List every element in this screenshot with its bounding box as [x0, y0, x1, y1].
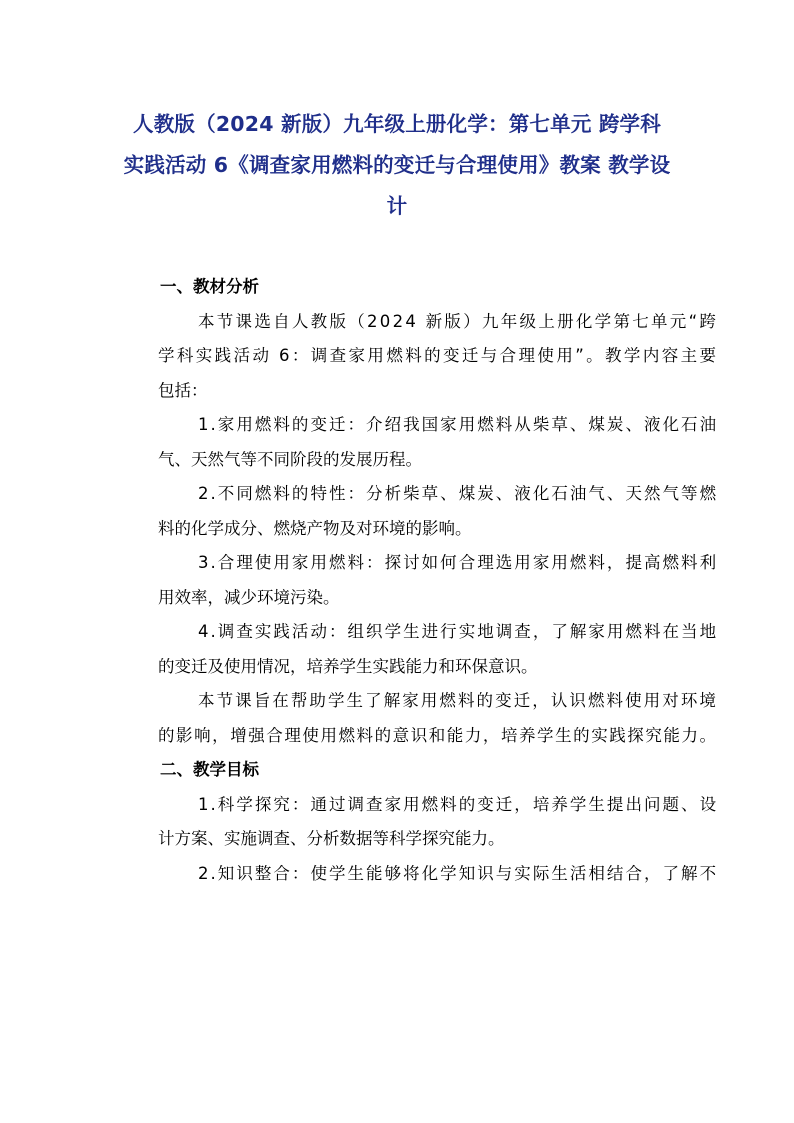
text-line: 3.合理使用家用燃料：探讨如何合理选用家用燃料，提高燃料利 — [198, 553, 719, 572]
text-line: 用效率，减少环境污染。 — [158, 587, 340, 607]
text-line: 气、天然气等不同阶段的发展历程。 — [158, 449, 422, 469]
text-line: 2.知识整合：使学生能够将化学知识与实际生活相结合，了解不 — [198, 863, 719, 883]
text-line: 1.科学探究：通过调查家用燃料的变迁，培养学生提出问题、设 — [198, 794, 719, 814]
text-line: 包括： — [158, 380, 208, 400]
text-line: 料的化学成分、燃烧产物及对环境的影响。 — [158, 518, 472, 538]
section-heading-materials-analysis: 一、教材分析 — [160, 277, 259, 296]
text-line: 的变迁及使用情况，培养学生实践能力和环保意识。 — [158, 656, 538, 676]
document-title — [110, 104, 684, 227]
list-item — [118, 615, 719, 684]
paragraph — [118, 684, 718, 753]
text-line: 的影响，增强合理使用燃料的意识和能力，培养学生的实践探究能力。 — [158, 725, 718, 745]
title-line-3: 计 — [386, 194, 408, 218]
text-line: 1.家用燃料的变迁：介绍我国家用燃料从柴草、煤炭、液化石油 — [198, 415, 719, 434]
paragraph — [118, 305, 719, 409]
text-line: 4.调查实践活动：组织学生进行实地调查，了解家用燃料在当地 — [198, 622, 719, 641]
document-body — [118, 270, 719, 891]
list-item — [118, 477, 719, 546]
text-line: 本节课选自人教版（2024 新版）九年级上册化学第七单元“跨 — [198, 311, 719, 331]
list-item — [118, 408, 719, 477]
list-item — [118, 857, 719, 892]
text-line: 2.不同燃料的特性：分析柴草、煤炭、液化石油气、天然气等燃 — [198, 484, 719, 503]
section-heading-teaching-objectives: 二、教学目标 — [160, 760, 259, 779]
text-line: 计方案、实施调查、分析数据等科学探究能力。 — [158, 829, 505, 848]
title-line-2: 实践活动 6《调查家用燃料的变迁与合理使用》教案 教学设 — [123, 153, 671, 177]
title-line-1: 人教版（2024 新版）九年级上册化学：第七单元 跨学科 — [133, 112, 661, 136]
list-item — [118, 546, 719, 615]
text-line: 学科实践活动 6：调查家用燃料的变迁与合理使用”。教学内容主要 — [158, 346, 719, 365]
text-line: 本节课旨在帮助学生了解家用燃料的变迁，认识燃料使用对环境 — [198, 691, 718, 710]
list-item — [118, 788, 719, 857]
